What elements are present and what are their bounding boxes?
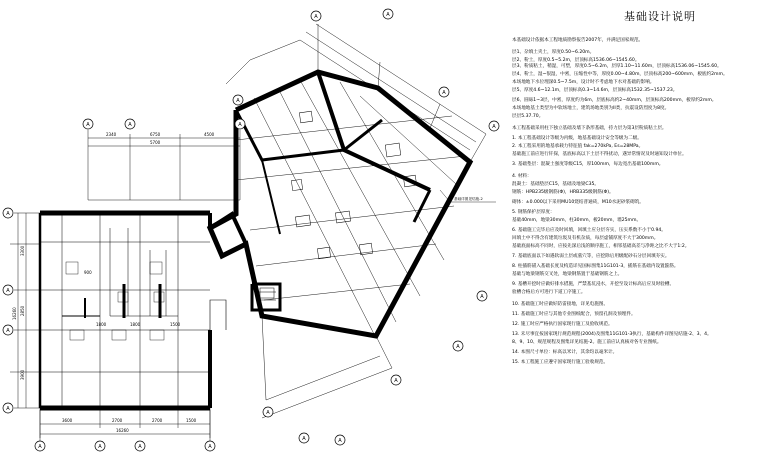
axis-bubble-label: A (492, 124, 496, 130)
dim-label: 3300 (20, 245, 25, 256)
svg-text:1800: 1800 (96, 322, 107, 327)
axis-bubble-label: A (442, 90, 446, 96)
axis-bubble-label: A (266, 410, 270, 416)
notes-title: 基础设计说明 (624, 10, 696, 23)
notes-line: 8. 柱插筋锚入基础长度及构造详见国标图集11G101-3，插筋在基础内设置箍筋。 (512, 264, 679, 269)
notes-line: 本场地地下水位埋深0.5~7.5m，设计时不考虑地下水对基础的影响。 (512, 80, 655, 85)
notes-line: 层6、圆砾1~3层，中密，厚度约为6m，层底标高约2~40mm，层顶标高200mm，板厚约2mm。 (512, 98, 717, 103)
notes-line: 4. 材料： (512, 174, 532, 179)
axis-bubble-label: A (6, 328, 10, 334)
notes-line: 基础与地梁钢筋交叉处，地梁钢筋置于基础钢筋之上。 (512, 272, 623, 277)
notes-line: 14. 本图尺寸单位：标高以米计，其余均以毫米计。 (512, 350, 618, 355)
dim-label: 6750 (150, 132, 161, 137)
axis-bubble-label: A (302, 436, 306, 442)
top-dimensions (88, 130, 240, 200)
axis-bubble-label: A (386, 12, 390, 18)
axis-bubble-label: A (456, 344, 460, 350)
dim-label: 5700 (150, 140, 161, 145)
axis-bubble-label: A (86, 122, 90, 128)
dim-label: 4500 (204, 132, 215, 137)
notes-line: 钢筋：HPB235级钢筋(Φ)，HRB335级钢筋(Φ)。 (512, 190, 614, 195)
notes-line: 6. 基础施工完毕后应及时回填，回填土应分层夯实，压实系数不小于0.94。 (512, 228, 666, 233)
notes-line: 层1、杂填土夹土，厚度0.50~6.20m。 (512, 50, 595, 55)
callout-text: 基础详图见结施-2 (454, 197, 483, 201)
notes-line: 13. 未尽事宜按国家现行规范规程(2004)及图集11G101-3执行，基础构件详图见结施-2、3、4。 (512, 332, 712, 337)
dim-label: 1500 (186, 418, 197, 423)
notes-line: 9. 基槽开挖时应做好排水措施，严禁基坑浸水，开挖至设计标高后应及时验槽。 (512, 282, 675, 287)
svg-text:900: 900 (84, 270, 92, 275)
dim-label: 2850 (20, 305, 25, 316)
top-dim-texts (106, 132, 215, 145)
axis-bubble-label: A (98, 444, 102, 450)
notes-line: 3. 基础垫层：混凝土强度等级C15，厚100mm，每边宽出基础100mm。 (512, 162, 664, 167)
notes-line: 验槽合格后方可进行下道工序施工。 (512, 290, 586, 295)
bottom-dim-texts (62, 418, 197, 433)
notes-line: 层5、厚度4.6~12.1m，层顶标高0.3~14.6m，层顶标高1532.35~1537.23。 (512, 88, 678, 93)
notes-line: 10. 基础施工时应做好防雷接地，详见电施图。 (512, 302, 609, 307)
left-dim-texts (12, 245, 25, 380)
axis-bubble-label: A (138, 444, 142, 450)
dim-label: 2700 (152, 418, 163, 423)
notes-line: 回填土中不得含有建筑垃圾及有机杂质，每层虚铺厚度不大于300mm。 (512, 236, 659, 241)
dim-label: 2340 (106, 132, 117, 137)
notes-line: 1. 本工程基础设计等级为丙级，地基基础设计安全等级为二级。 (512, 136, 642, 141)
notes-line: 基础施工前应进行钎探，基底标高以下土层不得扰动，遇异常情况及时通知设计单位。 (512, 152, 687, 157)
axis-bubble-label: A (6, 288, 10, 294)
left-block (40, 213, 210, 408)
connector-block (210, 214, 246, 330)
notes-line: 5. 钢筋保护层厚度： (512, 210, 555, 215)
callout (440, 190, 496, 202)
axis-bubble-label: A (480, 294, 484, 300)
axis-bubble-label: A (128, 122, 132, 128)
notes-line: 基础底面标高不同时，应按先深后浅的顺序施工，相邻基础高差与净距之比不大于1:2。 (512, 244, 690, 249)
dim-label: 16260 (12, 307, 17, 320)
dim-label: 16260 (116, 428, 129, 433)
rotated-block (210, 72, 470, 336)
dim-label: 3600 (62, 418, 73, 423)
notes-line: 层层5.37.70。 (512, 114, 544, 119)
notes-line: 层3、粉质粘土，稍湿，可塑，厚度0.5~6.2m，层厚1.10~11.60m，层顶标高1536.06~1545.60。 (512, 64, 722, 69)
design-notes-panel (512, 6, 758, 452)
notes-line: 本场地地基土类型为中软场地土，建筑场地类别为II类，抗震设防烈度为8度。 (512, 106, 670, 111)
axis-bubble-label: A (236, 98, 240, 104)
axis-bubble-label: A (6, 406, 10, 412)
notes-line: 基础40mm，地梁30mm，柱30mm，板20mm，墙25mm。 (512, 218, 642, 223)
axis-bubble-label: A (6, 211, 10, 217)
axis-bubble-label: A (208, 444, 212, 450)
notes-line: 11. 基础施工时应与其他专业图纸配合，预留孔洞及预埋件。 (512, 312, 636, 317)
notes-line: 层4、粉土，湿~很湿，中密，压缩性中等，厚度0.00~4.80m，层顶标高200~600mm，板底约2mm。 (512, 72, 728, 77)
notes-line: 8、9、10、规范规程及图集详见结施-2。施工前应认真核对各专业图纸。 (512, 340, 662, 345)
dim-label: 2700 (112, 418, 123, 423)
svg-text:1800: 1800 (130, 322, 141, 327)
axis-bubble-label: A (314, 14, 318, 20)
axis-bubble-label: A (38, 444, 42, 450)
notes-line: 砌体：±0.000以下采用MU10烧结普通砖，M10水泥砂浆砌筑。 (512, 200, 644, 205)
notes-line: 15. 本工程施工应遵守国家现行施工验收规范。 (512, 360, 609, 365)
dim-label: 3900 (20, 369, 25, 380)
notes-line: 层2、粉土，厚度0.5~5.2m，层顶标高1536.06~1545.60。 (512, 58, 640, 63)
notes-line: 12. 施工时应严格执行国家现行施工及验收规范。 (512, 322, 613, 327)
notes-line: 本基础设计依据本工程地质勘察报告2007年，并满足国家规范。 (512, 38, 644, 43)
axis-bubble-label: A (394, 378, 398, 384)
notes-line: 混凝土：基础垫层C15，基础及地梁C35。 (512, 182, 600, 187)
notes-line: 2. 本工程采用的地基承载力特征值 fak=270kPa, Es=28MPa。 (512, 144, 644, 149)
svg-text:1500: 1500 (170, 322, 181, 327)
axis-bubble-label: A (238, 122, 242, 128)
notes-line: 本工程基础采用柱下独立基础及墙下条形基础，持力层为第3层粉质粘土层。 (512, 126, 667, 131)
axis-bubble-label: A (338, 438, 342, 444)
notes-line: 7. 基础底面以下如遇软弱土层或墓穴等，应挖除后用级配砂石分层回填夯实。 (512, 254, 670, 259)
